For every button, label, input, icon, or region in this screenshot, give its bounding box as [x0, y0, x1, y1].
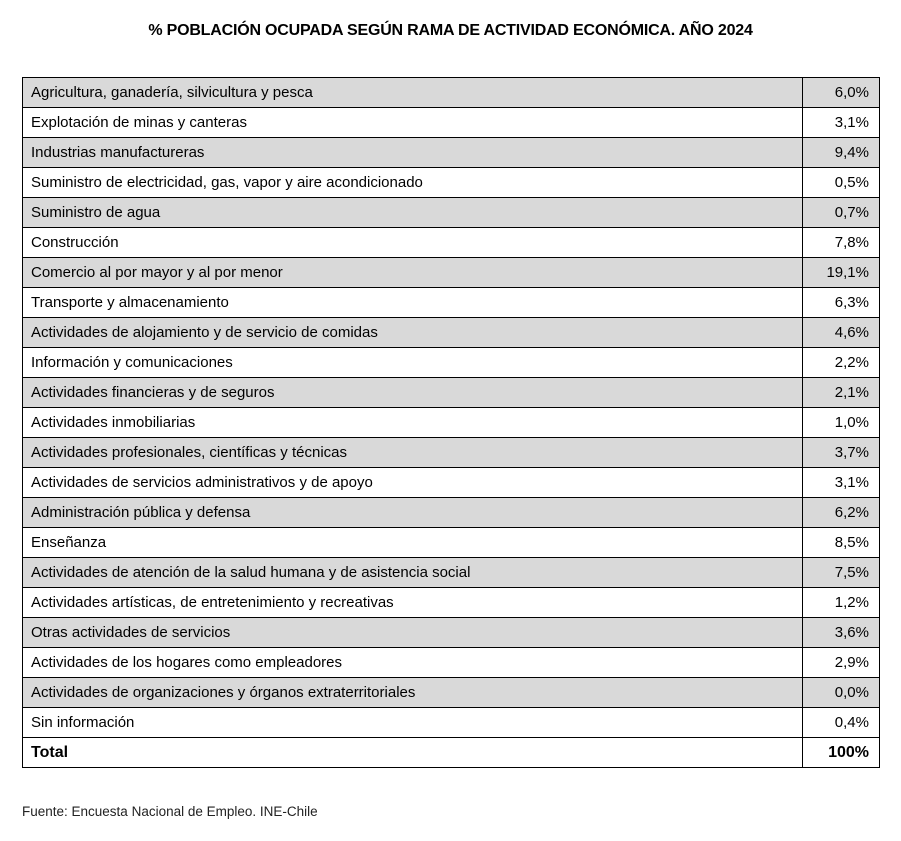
activity-label: Construcción: [23, 228, 803, 258]
table-row: [23, 648, 880, 678]
table-row: [23, 288, 880, 318]
table-row: [23, 618, 880, 648]
activity-label: Actividades de los hogares como empleadores: [23, 648, 803, 678]
table-row: [23, 438, 880, 468]
activity-percentage: 4,6%: [803, 318, 880, 348]
total-label: Total: [23, 738, 803, 768]
activity-percentage: 0,4%: [803, 708, 880, 738]
table-row: [23, 78, 880, 108]
activity-label: Suministro de agua: [23, 198, 803, 228]
table-row: [23, 678, 880, 708]
activity-percentage: 6,2%: [803, 498, 880, 528]
table-row: [23, 108, 880, 138]
table-row: [23, 228, 880, 258]
activity-percentage: 1,0%: [803, 408, 880, 438]
source-note: Fuente: Encuesta Nacional de Empleo. INE-Chile: [22, 804, 318, 819]
activity-label: Actividades profesionales, científicas y técnicas: [23, 438, 803, 468]
activity-label: Actividades de alojamiento y de servicio de comidas: [23, 318, 803, 348]
activity-percentage: 19,1%: [803, 258, 880, 288]
activity-percentage: 9,4%: [803, 138, 880, 168]
table-row: [23, 588, 880, 618]
activity-table: [22, 77, 880, 768]
activity-percentage: 2,2%: [803, 348, 880, 378]
activity-label: Agricultura, ganadería, silvicultura y pesca: [23, 78, 803, 108]
activity-label: Explotación de minas y canteras: [23, 108, 803, 138]
table-row: [23, 348, 880, 378]
activity-label: Actividades de organizaciones y órganos extraterritoriales: [23, 678, 803, 708]
activity-label: Sin información: [23, 708, 803, 738]
activity-label: Actividades de atención de la salud humana y de asistencia social: [23, 558, 803, 588]
activity-table-body: [23, 78, 880, 768]
table-row: [23, 528, 880, 558]
table-row: [23, 168, 880, 198]
table-row: [23, 408, 880, 438]
activity-percentage: 0,5%: [803, 168, 880, 198]
table-row: [23, 468, 880, 498]
activity-label: Actividades inmobiliarias: [23, 408, 803, 438]
table-row: [23, 378, 880, 408]
table-row: [23, 558, 880, 588]
table-row: [23, 258, 880, 288]
activity-label: Industrias manufactureras: [23, 138, 803, 168]
table-row: [23, 318, 880, 348]
activity-percentage: 7,5%: [803, 558, 880, 588]
table-row: [23, 498, 880, 528]
activity-percentage: 3,1%: [803, 108, 880, 138]
total-value: 100%: [803, 738, 880, 768]
activity-percentage: 3,7%: [803, 438, 880, 468]
activity-label: Suministro de electricidad, gas, vapor y aire acondicionado: [23, 168, 803, 198]
activity-percentage: 0,0%: [803, 678, 880, 708]
activity-percentage: 8,5%: [803, 528, 880, 558]
activity-percentage: 7,8%: [803, 228, 880, 258]
table-row: [23, 198, 880, 228]
table-title: % POBLACIÓN OCUPADA SEGÚN RAMA DE ACTIVIDAD ECONÓMICA. AÑO 2024: [148, 22, 753, 39]
activity-label: Actividades artísticas, de entretenimiento y recreativas: [23, 588, 803, 618]
table-row: [23, 138, 880, 168]
activity-percentage: 0,7%: [803, 198, 880, 228]
activity-label: Actividades financieras y de seguros: [23, 378, 803, 408]
activity-label: Enseñanza: [23, 528, 803, 558]
activity-label: Administración pública y defensa: [23, 498, 803, 528]
activity-percentage: 3,1%: [803, 468, 880, 498]
activity-percentage: 6,3%: [803, 288, 880, 318]
activity-percentage: 3,6%: [803, 618, 880, 648]
activity-label: Información y comunicaciones: [23, 348, 803, 378]
activity-label: Comercio al por mayor y al por menor: [23, 258, 803, 288]
activity-label: Actividades de servicios administrativos y de apoyo: [23, 468, 803, 498]
activity-percentage: 2,9%: [803, 648, 880, 678]
table-row: [23, 708, 880, 738]
activity-label: Transporte y almacenamiento: [23, 288, 803, 318]
activity-percentage: 1,2%: [803, 588, 880, 618]
activity-label: Otras actividades de servicios: [23, 618, 803, 648]
activity-percentage: 2,1%: [803, 378, 880, 408]
activity-percentage: 6,0%: [803, 78, 880, 108]
total-row: [23, 738, 880, 768]
